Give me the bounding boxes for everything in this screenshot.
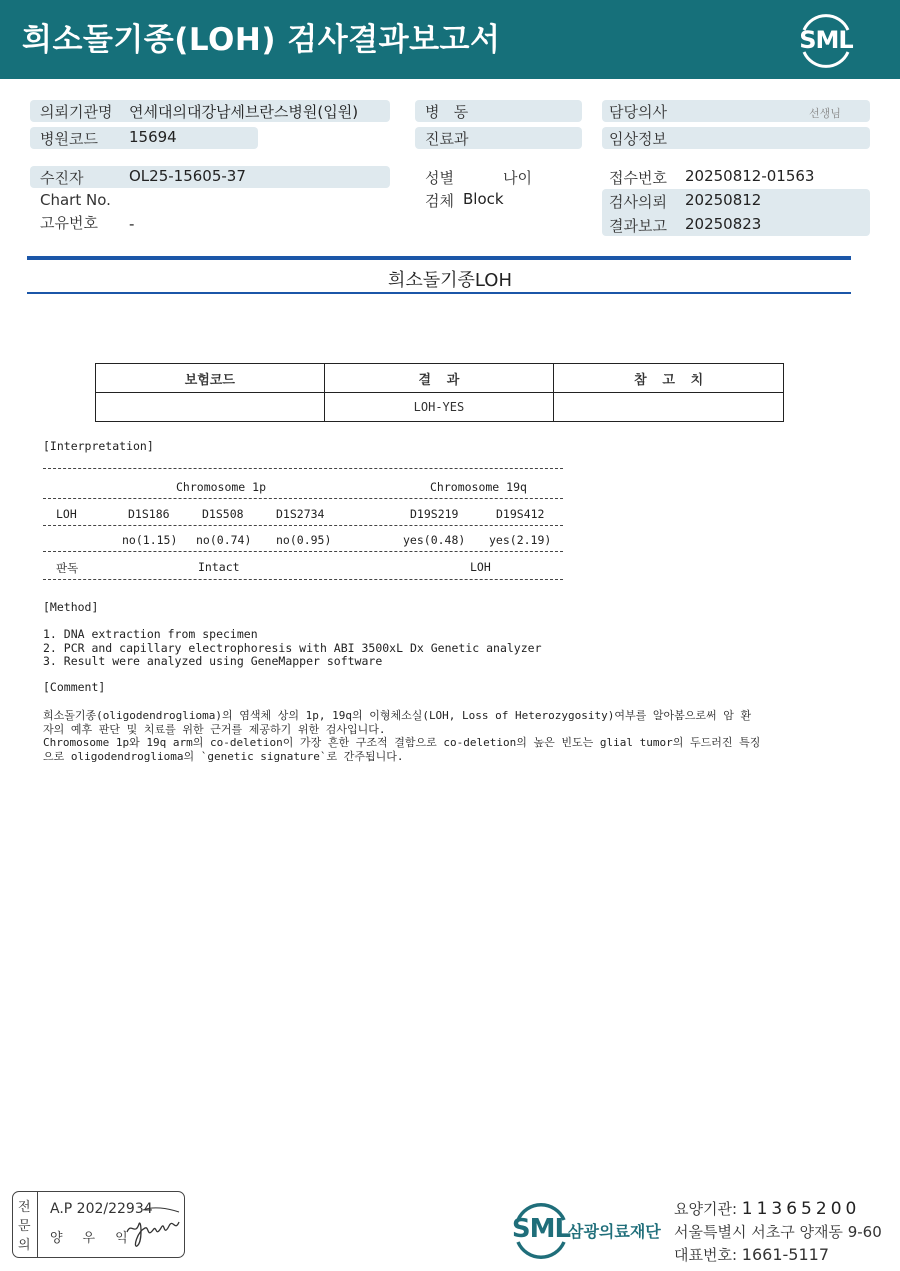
verdict-1p: Intact [198,560,240,574]
marker-d19s412: D19S412 [496,507,545,521]
section-title: 희소돌기종LOH [387,270,513,291]
comment-line: Chromosome 1p와 19q arm의 co-deletion이 가장 흔한 구조적 결함으로 co-deletion의 높은 빈도는 glial tumor의 두드러진 특징 [43,736,761,749]
report-date-value: 20250823 [685,215,762,233]
receipt-value: 20250812-01563 [685,167,815,185]
marker-d1s186: D1S186 [128,507,170,521]
marker-d19s219: D19S219 [410,507,459,521]
section-divider [27,292,851,294]
ward-label: 병 동 [425,103,469,121]
unique-label: 고유번호 [40,214,98,232]
institution-code-line [674,1198,860,1219]
chr19-header: Chromosome 19q [430,480,527,494]
table-row [96,393,784,422]
method-line: 2. PCR and capillary electrophoresis with ABI 3500xL Dx Genetic analyzer [43,641,542,655]
institution-value: 연세대의대강남세브란스병원(입원) [129,103,359,121]
sml-logo-icon [796,12,856,68]
patient-label: 수진자 [40,169,84,187]
report-title: 희소돌기종(LOH) 검사결과보고서 [22,22,501,58]
col-header-insurance-code: 보험코드 [96,364,325,393]
stamp-side-char: 문 [18,1219,31,1234]
dept-label: 진료과 [425,130,469,148]
phone-line [674,1244,829,1265]
report-date-label: 결과보고 [609,217,667,235]
cell-reference [554,393,784,422]
pathologist-stamp [12,1191,185,1258]
comment-heading: [Comment] [43,680,106,694]
cell-insurance-code [96,393,325,422]
col-header-reference: 참 고 치 [554,364,784,393]
specimen-value: Block [463,190,504,208]
sex-label: 성별 [425,169,454,187]
doctor-label: 담당의사 [609,103,667,121]
address-line: 서울특별시 서초구 양재동 9-60 [674,1223,882,1241]
request-label: 검사의뢰 [609,193,667,211]
clinical-label: 임상정보 [609,130,667,148]
cell-result: LOH-YES [324,393,554,422]
value-d19s219: yes(0.48) [403,533,466,547]
footer-logo-text: SML [511,1214,571,1244]
receipt-label: 접수번호 [609,169,667,187]
phone-label: 대표번호: [674,1246,742,1264]
verdict-label: 판독 [56,561,79,575]
unique-value: - [129,215,135,233]
value-d1s2734: no(0.95) [276,533,332,547]
signature-icon [123,1202,183,1250]
patient-value: OL25-15605-37 [129,167,246,185]
report-header [0,0,900,79]
method-heading: [Method] [43,600,99,614]
comment-line: 으로 oligodendroglioma의 `genetic signature`로 간주됩니다. [43,750,404,763]
institution-code-value: 11365200 [741,1199,861,1219]
institution-label: 의뢰기관명 [40,103,113,121]
value-d19s412: yes(2.19) [489,533,552,547]
stamp-ap-number: A.P 202/22934 [50,1201,153,1217]
loh-label: LOH [56,507,77,521]
request-value: 20250812 [685,191,762,209]
method-line: 1. DNA extraction from specimen [43,627,258,641]
stamp-pathologist-name: 양우익 [50,1231,148,1246]
hospital-code-value: 15694 [129,128,177,146]
verdict-19q: LOH [470,560,491,574]
stamp-side-char: 의 [18,1238,31,1253]
specimen-label: 검체 [425,192,454,210]
col-header-result: 결 과 [324,364,554,393]
stamp-side-char: 전 [18,1200,31,1215]
section-divider [27,256,851,260]
comment-line: 희소돌기종(oligodendroglioma)의 염색체 상의 1p, 19q의 이형체소실(LOH, Loss of Heterozygosity)여부를 알아봄으로써 암 환 [43,709,752,722]
logo-text: SML [799,26,853,54]
hospital-code-label: 병원코드 [40,130,98,148]
interpretation-heading: [Interpretation] [43,439,154,453]
method-line: 3. Result were analyzed using GeneMapper software [43,654,383,668]
value-d1s508: no(0.74) [196,533,252,547]
phone-value: 1661-5117 [741,1245,830,1264]
doctor-suffix: 선생님 [809,107,841,120]
chr1-header: Chromosome 1p [176,480,267,494]
marker-d1s508: D1S508 [202,507,244,521]
result-table [95,363,784,422]
institution-code-label: 요양기관: [674,1200,742,1218]
org-name: 삼광의료재단 [568,1222,661,1241]
sml-footer-logo-icon [510,1200,572,1260]
value-d1s186: no(1.15) [122,533,178,547]
chart-label: Chart No. [40,191,111,209]
comment-line: 자의 예후 판단 및 치료를 위한 근거를 제공하기 위한 검사입니다. [43,723,386,736]
age-label: 나이 [503,169,532,187]
marker-d1s2734: D1S2734 [276,507,325,521]
